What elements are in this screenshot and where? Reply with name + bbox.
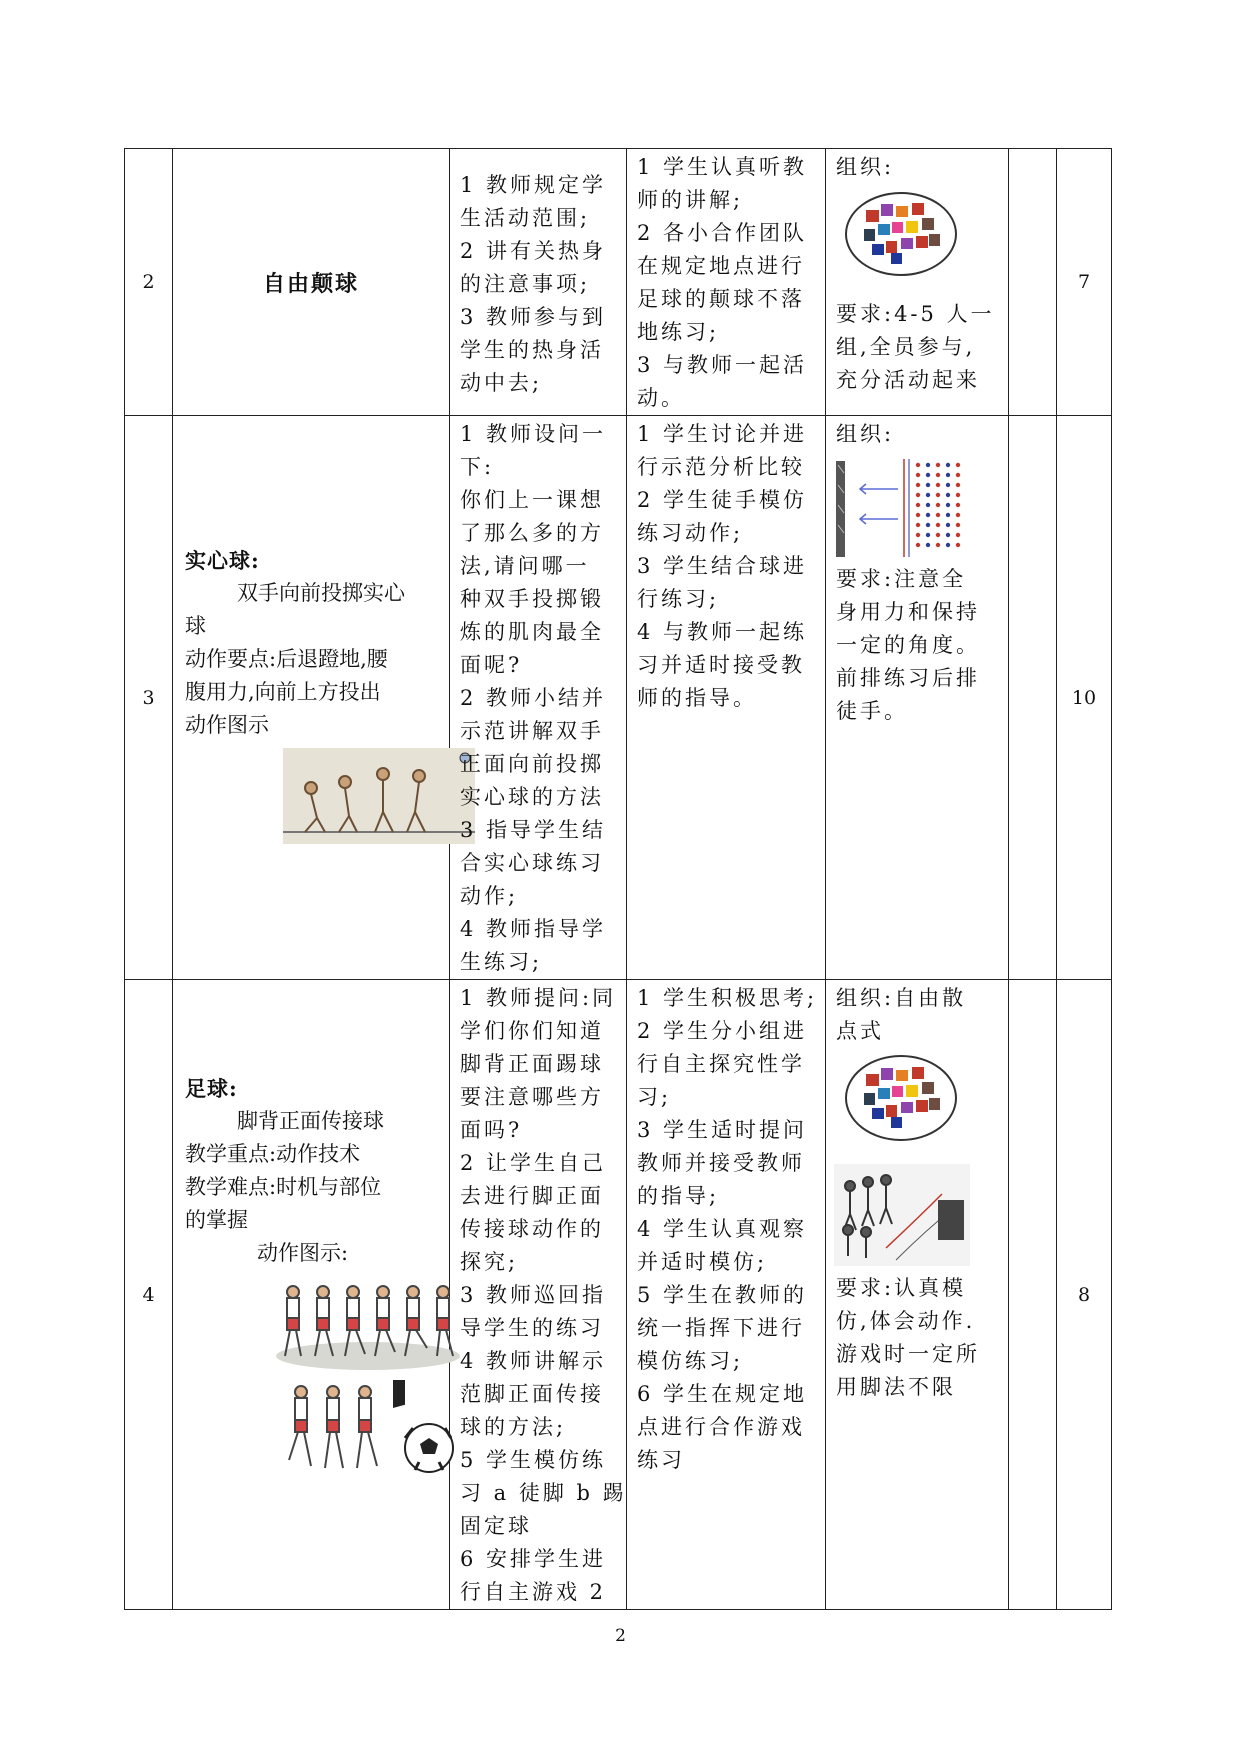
teacher-line: 面呢? [460, 653, 523, 677]
formation-dot [916, 493, 920, 497]
org-requirement-line: 身用力和保持 [836, 600, 980, 624]
activity-line: 动作图示 [185, 713, 269, 737]
kick-sequence-figure [273, 1276, 463, 1372]
formation-dot [956, 533, 960, 537]
teacher-line: 固定球 [460, 1514, 532, 1538]
student-line: 2 学生分小组进 [637, 1019, 808, 1043]
formation-dot [936, 503, 940, 507]
teacher-line: 导学生的练习 [460, 1316, 604, 1340]
activity-line: 动作要点:后退蹬地,腰 [185, 647, 388, 671]
scattered-groups-diagram [826, 186, 1009, 296]
formation-dot [956, 493, 960, 497]
org-requirement-line: 游戏时一定所 [836, 1342, 980, 1366]
formation-dot [956, 483, 960, 487]
formation-dot [946, 523, 950, 527]
student-line: 6 学生在规定地 [637, 1382, 808, 1406]
formation-dot [946, 513, 950, 517]
teacher-line: 种双手投掷锻 [460, 587, 604, 611]
student-line: 在规定地点进行 [637, 254, 805, 278]
formation-dot [946, 463, 950, 467]
teacher-line: 传接球动作的 [460, 1217, 604, 1241]
formation-dot [936, 523, 940, 527]
student-line: 统一指挥下进行 [637, 1316, 805, 1340]
student-line: 1 学生讨论并进 [637, 422, 808, 446]
row-number: 3 [125, 416, 173, 980]
org-label: 组织: [836, 422, 895, 446]
formation-dot [926, 513, 930, 517]
teacher-line: 脚背正面踢球 [460, 1052, 604, 1076]
teacher-line: 了那么多的方 [460, 521, 604, 545]
blank-cell [1009, 416, 1057, 980]
formation-dot [916, 473, 920, 477]
formation-dot [936, 463, 940, 467]
formation-dot [936, 483, 940, 487]
activity-name: 自由颠球 [173, 149, 450, 416]
scattered-groups-diagram [826, 1048, 1009, 1158]
passing-practice-figure [826, 1160, 1009, 1270]
teacher-line: 生练习; [460, 950, 543, 974]
organization-cell [826, 416, 1009, 980]
formation-dot [946, 483, 950, 487]
teacher-line: 去进行脚正面 [460, 1184, 604, 1208]
activity-title: 足球: [185, 1076, 238, 1101]
teacher-line: 正面向前投掷 [460, 752, 604, 776]
formation-dot [956, 543, 960, 547]
row-number: 2 [125, 149, 173, 416]
teacher-line: 3 教师巡回指 [460, 1283, 607, 1307]
org-requirement-line: 充分活动起来 [836, 368, 980, 392]
formation-dot [936, 543, 940, 547]
blank-cell [1009, 149, 1057, 416]
formation-dot [946, 493, 950, 497]
formation-dot [956, 523, 960, 527]
formation-dot [946, 503, 950, 507]
org-requirement-line: 徒手。 [836, 699, 908, 723]
teacher-line: 炼的肌肉最全 [460, 620, 604, 644]
teacher-line: 要注意哪些方 [460, 1085, 604, 1109]
formation-dot [936, 493, 940, 497]
formation-dot [956, 503, 960, 507]
org-requirement-line: 前排练习后排 [836, 666, 980, 690]
page-number: 2 [615, 1626, 626, 1646]
student-line: 足球的颠球不落 [637, 287, 805, 311]
activity-subtitle: 双手向前投掷实心 [237, 581, 405, 605]
teacher-line: 4 教师讲解示 [460, 1349, 607, 1373]
formation-dot [926, 503, 930, 507]
teacher-line: 下: [460, 455, 495, 479]
teacher-line: 范脚正面传接 [460, 1382, 604, 1406]
formation-dot [956, 513, 960, 517]
teacher-line: 示范讲解双手 [460, 719, 604, 743]
formation-dot [926, 463, 930, 467]
kick-detail-figure [281, 1380, 461, 1480]
student-activities [627, 416, 826, 980]
activity-line: 教学难点:时机与部位 [185, 1175, 382, 1199]
student-line: 师的指导。 [637, 686, 757, 710]
teacher-line: 你们上一课想 [460, 488, 604, 512]
student-line: 练习动作; [637, 521, 744, 545]
student-line: 1 学生认真听教 [637, 155, 808, 179]
teacher-line: 习 a 徒脚 b 踢 [460, 1481, 627, 1505]
formation-dot [926, 483, 930, 487]
activity-content [173, 416, 450, 980]
teacher-line: 5 学生模仿练 [460, 1448, 607, 1472]
student-line: 动。 [637, 386, 685, 410]
teacher-line: 1 教师提问:同 [460, 986, 617, 1010]
table-row [125, 149, 1112, 416]
organization-cell [826, 149, 1009, 416]
student-activities [627, 980, 826, 1610]
student-line: 行练习; [637, 587, 720, 611]
teacher-line: 学生的热身活 [460, 338, 604, 362]
teacher-line: 球的方法; [460, 1415, 567, 1439]
teacher-line: 生活动范围; [460, 206, 591, 230]
formation-dot [926, 473, 930, 477]
formation-dot [936, 513, 940, 517]
formation-dot [946, 473, 950, 477]
teacher-line: 行自主游戏 2 [460, 1580, 607, 1604]
activity-line: 的掌握 [185, 1208, 248, 1232]
student-line: 2 各小合作团队 [637, 221, 808, 245]
student-line: 并适时模仿; [637, 1250, 768, 1274]
formation-dot [916, 523, 920, 527]
formation-dot [926, 533, 930, 537]
teacher-line: 合实心球练习 [460, 851, 604, 875]
student-line: 3 学生结合球进 [637, 554, 808, 578]
teacher-line: 1 教师规定学 [460, 173, 607, 197]
org-requirement-line: 用脚法不限 [836, 1375, 956, 1399]
student-line: 教师并接受教师 [637, 1151, 805, 1175]
teacher-line: 探究; [460, 1250, 519, 1274]
student-line: 地练习; [637, 320, 720, 344]
time-minutes: 10 [1057, 416, 1112, 980]
figure-label: 动作图示: [257, 1241, 349, 1265]
student-line: 行示范分析比较 [637, 455, 805, 479]
activity-title: 实心球: [185, 548, 260, 573]
org-label: 组织: [836, 155, 895, 179]
teacher-activities [450, 149, 627, 416]
time-minutes: 8 [1057, 980, 1112, 1610]
table-row [125, 416, 1112, 980]
table-row [125, 980, 1112, 1610]
teacher-line: 4 教师指导学 [460, 917, 607, 941]
teacher-line: 实心球的方法 [460, 785, 604, 809]
formation-dot [916, 533, 920, 537]
student-line: 5 学生在教师的 [637, 1283, 808, 1307]
student-line: 1 学生积极思考; [637, 986, 818, 1010]
teacher-line: 3 教师参与到 [460, 305, 607, 329]
student-line: 模仿练习; [637, 1349, 744, 1373]
formation-dot [916, 483, 920, 487]
teacher-activities [450, 980, 627, 1610]
formation-dot [936, 473, 940, 477]
student-line: 3 与教师一起活 [637, 353, 808, 377]
org-label: 组织:自由散 [836, 986, 967, 1010]
activity-subtitle: 脚背正面传接球 [237, 1109, 384, 1133]
time-minutes: 7 [1057, 149, 1112, 416]
shot-put-sequence-figure [283, 748, 475, 844]
formation-dot [916, 513, 920, 517]
activity-line: 腹用力,向前上方投出 [185, 680, 381, 704]
org-requirement-line: 要求:注意全 [836, 567, 967, 591]
org-requirement-line: 要求:4-5 人一 [836, 302, 995, 326]
teacher-line: 1 教师设问一 [460, 422, 607, 446]
teacher-activities [450, 416, 627, 980]
formation-dot [926, 523, 930, 527]
student-line: 4 学生认真观察 [637, 1217, 808, 1241]
teacher-line: 2 让学生自己 [460, 1151, 607, 1175]
formation-dot [926, 543, 930, 547]
teacher-line: 的注意事项; [460, 272, 591, 296]
teacher-line: 学们你们知道 [460, 1019, 604, 1043]
formation-dot [946, 543, 950, 547]
teacher-line: 面吗? [460, 1118, 523, 1142]
student-line: 习并适时接受教 [637, 653, 805, 677]
row-number: 4 [125, 980, 173, 1610]
activity-line: 教学重点:动作技术 [185, 1142, 361, 1166]
student-line: 点进行合作游戏 [637, 1415, 805, 1439]
org-requirement-line: 一定的角度。 [836, 633, 980, 657]
formation-dot [936, 533, 940, 537]
student-line: 练习 [637, 1448, 685, 1472]
blank-cell [1009, 980, 1057, 1610]
organization-cell [826, 980, 1009, 1610]
lesson-plan-table [124, 148, 1112, 1610]
formation-dot [956, 463, 960, 467]
teacher-line: 动作; [460, 884, 519, 908]
org-requirement-line: 要求:认真模 [836, 1276, 967, 1300]
student-line: 行自主探究性学 [637, 1052, 805, 1076]
student-line: 师的讲解; [637, 188, 744, 212]
student-line: 的指导; [637, 1184, 720, 1208]
teacher-line: 法,请问哪一 [460, 554, 590, 578]
student-activities [627, 149, 826, 416]
formation-dot [916, 463, 920, 467]
teacher-line: 动中去; [460, 371, 543, 395]
teacher-line: 6 安排学生进 [460, 1547, 607, 1571]
throwing-formation-diagram [826, 451, 1009, 561]
activity-content [173, 980, 450, 1610]
formation-dot [916, 543, 920, 547]
org-requirement-line: 仿,体会动作. [836, 1309, 976, 1333]
teacher-line: 2 教师小结并 [460, 686, 607, 710]
formation-dot [956, 473, 960, 477]
formation-dot [946, 533, 950, 537]
student-line: 习; [637, 1085, 672, 1109]
student-line: 3 学生适时提问 [637, 1118, 808, 1142]
student-line: 4 与教师一起练 [637, 620, 808, 644]
student-line: 2 学生徒手模仿 [637, 488, 808, 512]
activity-line: 球 [185, 614, 206, 638]
formation-dot [926, 493, 930, 497]
teacher-line: 2 讲有关热身 [460, 239, 607, 263]
org-requirement-line: 组,全员参与, [836, 335, 976, 359]
org-label: 点式 [836, 1019, 884, 1043]
teacher-line: 3 指导学生结 [460, 818, 607, 842]
formation-dot [916, 503, 920, 507]
